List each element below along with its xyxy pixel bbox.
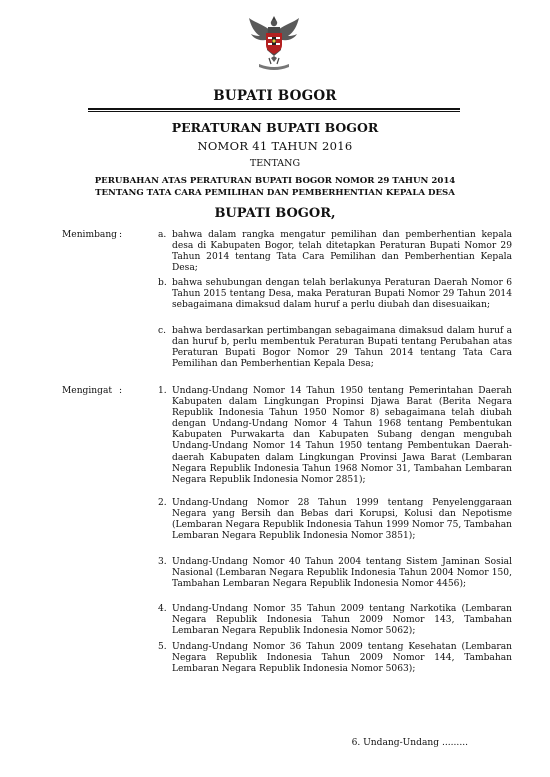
regulation-title: PERATURAN BUPATI BOGOR	[171, 120, 379, 135]
menimbang-item-b	[158, 278, 512, 311]
mengingat-item-5	[158, 642, 512, 675]
item-text: bahwa dalam rangka mengatur pemilihan dan pemberhentian kepala desa di Kabupaten Bogor, telah ditetapkan Peraturan Bupati Nomor 29 Tahun 2014 tentang Tata Cara Pemilihan dan Pemberhentian Kepala Desa;	[172, 230, 512, 274]
mengingat-label: Mengingat	[62, 386, 113, 396]
regulation-number: NOMOR 41 TAHUN 2016	[197, 139, 353, 153]
item-marker: a.	[158, 230, 167, 240]
item-text: Undang-Undang Nomor 28 Tahun 1999 tentang Penyelenggaraan Negara yang Bersih dan Bebas dari Korupsi, Kolusi dan Nepotisme (Lembaran Negara Republik Indonesia Tahun 1999 Nomor 75, Tambahan Lembaran Negara Republik Indonesia Nomor 3851);	[172, 498, 512, 542]
subject-line-2: TENTANG TATA CARA PEMILIHAN DAN PEMBERHENTIAN KEPALA DESA	[95, 187, 455, 198]
bupati-subtitle: BUPATI BOGOR,	[214, 206, 336, 221]
item-marker: 2.	[158, 498, 167, 508]
item-text: Undang-Undang Nomor 36 Tahun 2009 tentang Kesehatan (Lembaran Negara Republik Indonesia Tahun 2009 Nomor 144, Tambahan Lembaran Negara Republik Indonesia Nomor 5063);	[172, 642, 512, 675]
mengingat-colon: :	[119, 386, 123, 396]
item-marker: 1.	[158, 386, 167, 396]
menimbang-label: Menimbang	[62, 230, 118, 240]
item-marker: 5.	[158, 642, 167, 652]
next-page-catchword: 6. Undang-Undang .........	[351, 738, 468, 748]
mengingat-item-2	[158, 498, 512, 542]
mengingat-item-4	[158, 604, 512, 637]
item-marker: c.	[158, 326, 166, 336]
header-divider	[88, 108, 460, 112]
subject-line-1: PERUBAHAN ATAS PERATURAN BUPATI BOGOR NOMOR 29 TAHUN 2014	[94, 176, 456, 186]
regulation-subject	[60, 176, 490, 199]
item-text: Undang-Undang Nomor 40 Tahun 2004 tentang Sistem Jaminan Sosial Nasional (Lembaran Negara Republik Indonesia Tahun 2004 Nomor 150, Tambahan Lembaran Negara Republik Indonesia Nomor 4456);	[172, 557, 512, 590]
menimbang-colon: :	[119, 230, 123, 240]
mengingat-item-3	[158, 557, 512, 590]
tentang-label: TENTANG	[249, 158, 301, 169]
garuda-emblem-icon	[248, 14, 300, 72]
item-text: bahwa berdasarkan pertimbangan sebagaimana dimaksud dalam huruf a dan huruf b, perlu membentuk Peraturan Bupati tentang Perubahan atas Peraturan Bupati Bogor Nomor 29 Tahun 2014 tentang Tata Cara Pemilihan dan Pemberhentian Kepala Desa;	[172, 326, 512, 370]
menimbang-item-c	[158, 326, 512, 370]
mengingat-item-1	[158, 386, 512, 486]
menimbang-item-a	[158, 230, 512, 274]
item-marker: 3.	[158, 557, 167, 567]
item-text: Undang-Undang Nomor 14 Tahun 1950 tentang Pemerintahan Daerah Kabupaten dalam Lingkungan Propinsi Djawa Barat (Berita Negara Republik Indonesia Tahun 1950 Nomor 8) sebagaimana telah diubah dengan Undang-Undang Nomor 4 Tahun 1968 tentang Pembentukan Kabupaten Purwakarta dan Kabupaten Subang dengan mengubah Undang-Undang Nomor 14 Tahun 1950 tentang Pembentukan Daerah-daerah Kabupaten dalam Lingkungan Provinsi Jawa Barat (Lembaran Negara Republik Indonesia Tahun 1968 Nomor 31, Tambahan Lembaran Negara Republik Indonesia Nomor 2851);	[172, 386, 512, 485]
bupati-title: BUPATI BOGOR	[213, 88, 337, 104]
item-marker: 4.	[158, 604, 167, 614]
item-marker: b.	[158, 278, 167, 288]
item-text: bahwa sehubungan dengan telah berlakunya Peraturan Daerah Nomor 6 Tahun 2015 tentang Desa, maka Peraturan Bupati Nomor 29 Tahun 2014 sebagaimana dimaksud dalam huruf a perlu diubah dan disesuaikan;	[172, 278, 512, 311]
item-text: Undang-Undang Nomor 35 Tahun 2009 tentang Narkotika (Lembaran Negara Republik Indonesia Tahun 2009 Nomor 143, Tambahan Lembaran Negara Republik Indonesia Nomor 5062);	[172, 604, 512, 637]
